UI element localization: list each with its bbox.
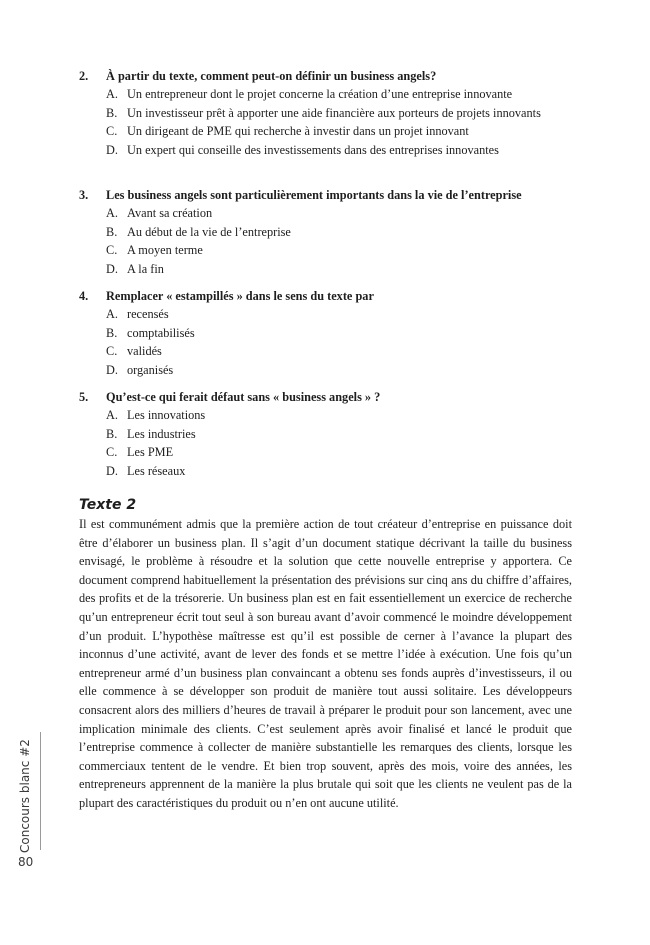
option-d	[79, 141, 579, 160]
option-text: A la fin	[127, 261, 164, 276]
option-d	[79, 462, 579, 481]
option-a	[79, 204, 579, 223]
question-4	[79, 287, 579, 379]
option-text: recensés	[127, 307, 169, 321]
option-text: Les innovations	[127, 408, 206, 422]
answer-options	[79, 85, 579, 159]
option-text: Un investisseur prêt à apporter une aide financière aux porteurs de projets innovants	[127, 105, 541, 120]
answer-options	[79, 204, 579, 278]
question-text: Les business angels sont particulièrement importants dans la vie de l’entreprise	[106, 188, 522, 202]
option-letter: C.	[106, 445, 118, 459]
option-c	[79, 122, 579, 141]
option-letter: B.	[106, 325, 118, 340]
section-body-paragraph: Il est communément admis que la première action de tout créateur d’entreprise en puissance doit être d’élaborer un business plan. Il s’agit d’un document statique décrivant la taille du business envisagé, le problème à résoudre et la solution que cette nouvelle entreprise y apportera. Ce document comprend habituellement la présentation des prévisions sur cinq ans du chiffre d’affaires, des profits et de la trésorerie. Un business plan est en fait essentiellement un exercice de recherche qu’un entrepreneur écrit tout seul à son bureau avant d’avoir commencé le moindre développement d’un produit. L’hypothèse maîtresse est qu’il est possible de cerner à l’avance la plupart des inconnus d’une activité, avant de lever des fonds et se mettre l’idée à exécution. Une fois qu’un entrepreneur armé d’un business plan convaincant a obtenu ses fonds auprès d’investisseurs, il ou elle commence à se développer son produit de manière tout aussi solitaire. Les développeurs consacrent alors des milliers d’heures de travail à préparer le produit pour son lancement, avec une implication minimale des clients. C’est seulement après avoir finalisé et lancé le produit que l’entreprise commence à collecter de manière substantielle les remarques des clients, lorsque les commerciaux tentent de le vendre. Et bien trop souvent, après des mois, voire des années, les entrepreneurs apprennent de la manière la plus brutale qui soit que les clients ne veulent pas de la plupart des caractéristiques du produit ou n’en ont aucune utilité.	[79, 517, 572, 810]
question-2	[79, 67, 579, 159]
question-header	[79, 388, 579, 406]
option-b	[79, 425, 579, 444]
question-text: Remplacer « estampillés » dans le sens du texte par	[106, 289, 374, 303]
option-letter: C.	[106, 243, 118, 257]
option-d	[79, 260, 579, 279]
question-number: 3.	[79, 188, 89, 202]
side-divider	[40, 732, 41, 850]
section-title: Texte 2	[79, 497, 137, 513]
option-letter: B.	[106, 224, 118, 239]
option-c	[79, 443, 579, 462]
question-header	[79, 287, 579, 305]
option-letter: D.	[106, 463, 118, 478]
option-letter: B.	[106, 105, 118, 120]
option-text: Les industries	[127, 426, 196, 441]
option-d	[79, 361, 579, 380]
question-header	[79, 67, 579, 85]
option-b	[79, 104, 579, 123]
option-letter: A.	[106, 307, 118, 321]
question-5	[79, 388, 579, 480]
answer-options	[79, 406, 579, 480]
option-c	[79, 241, 579, 260]
question-header	[79, 186, 579, 204]
option-text: Un expert qui conseille des investissements dans des entreprises innovantes	[127, 142, 499, 157]
question-text: Qu’est-ce qui ferait défaut sans « business angels » ?	[106, 390, 381, 404]
page-number: 80	[18, 855, 34, 869]
option-b	[79, 324, 579, 343]
question-3	[79, 186, 579, 278]
option-a	[79, 85, 579, 104]
option-text: validés	[127, 344, 162, 358]
option-letter: B.	[106, 426, 118, 441]
option-text: Un dirigeant de PME qui recherche à investir dans un projet innovant	[127, 124, 469, 138]
option-text: Avant sa création	[127, 206, 213, 220]
option-a	[79, 406, 579, 425]
option-letter: D.	[106, 142, 118, 157]
option-letter: A.	[106, 206, 118, 220]
option-letter: C.	[106, 124, 118, 138]
option-text: A moyen terme	[127, 243, 203, 257]
option-b	[79, 223, 579, 242]
answer-options	[79, 305, 579, 379]
option-letter: A.	[106, 408, 118, 422]
question-text: À partir du texte, comment peut-on définir un business angels?	[106, 69, 437, 83]
option-a	[79, 305, 579, 324]
question-number: 5.	[79, 390, 89, 404]
option-text: comptabilisés	[127, 325, 195, 340]
option-letter: D.	[106, 362, 118, 377]
option-text: organisés	[127, 362, 174, 377]
option-text: Les réseaux	[127, 463, 186, 478]
option-text: Les PME	[127, 445, 174, 459]
option-letter: C.	[106, 344, 118, 358]
side-label: Concours blanc #2	[18, 739, 32, 853]
option-text: Un entrepreneur dont le projet concerne la création d’une entreprise innovante	[127, 87, 513, 101]
question-number: 4.	[79, 289, 89, 303]
question-number: 2.	[79, 69, 89, 83]
option-letter: A.	[106, 87, 118, 101]
option-c	[79, 342, 579, 361]
option-letter: D.	[106, 261, 118, 276]
option-text: Au début de la vie de l’entreprise	[127, 224, 291, 239]
